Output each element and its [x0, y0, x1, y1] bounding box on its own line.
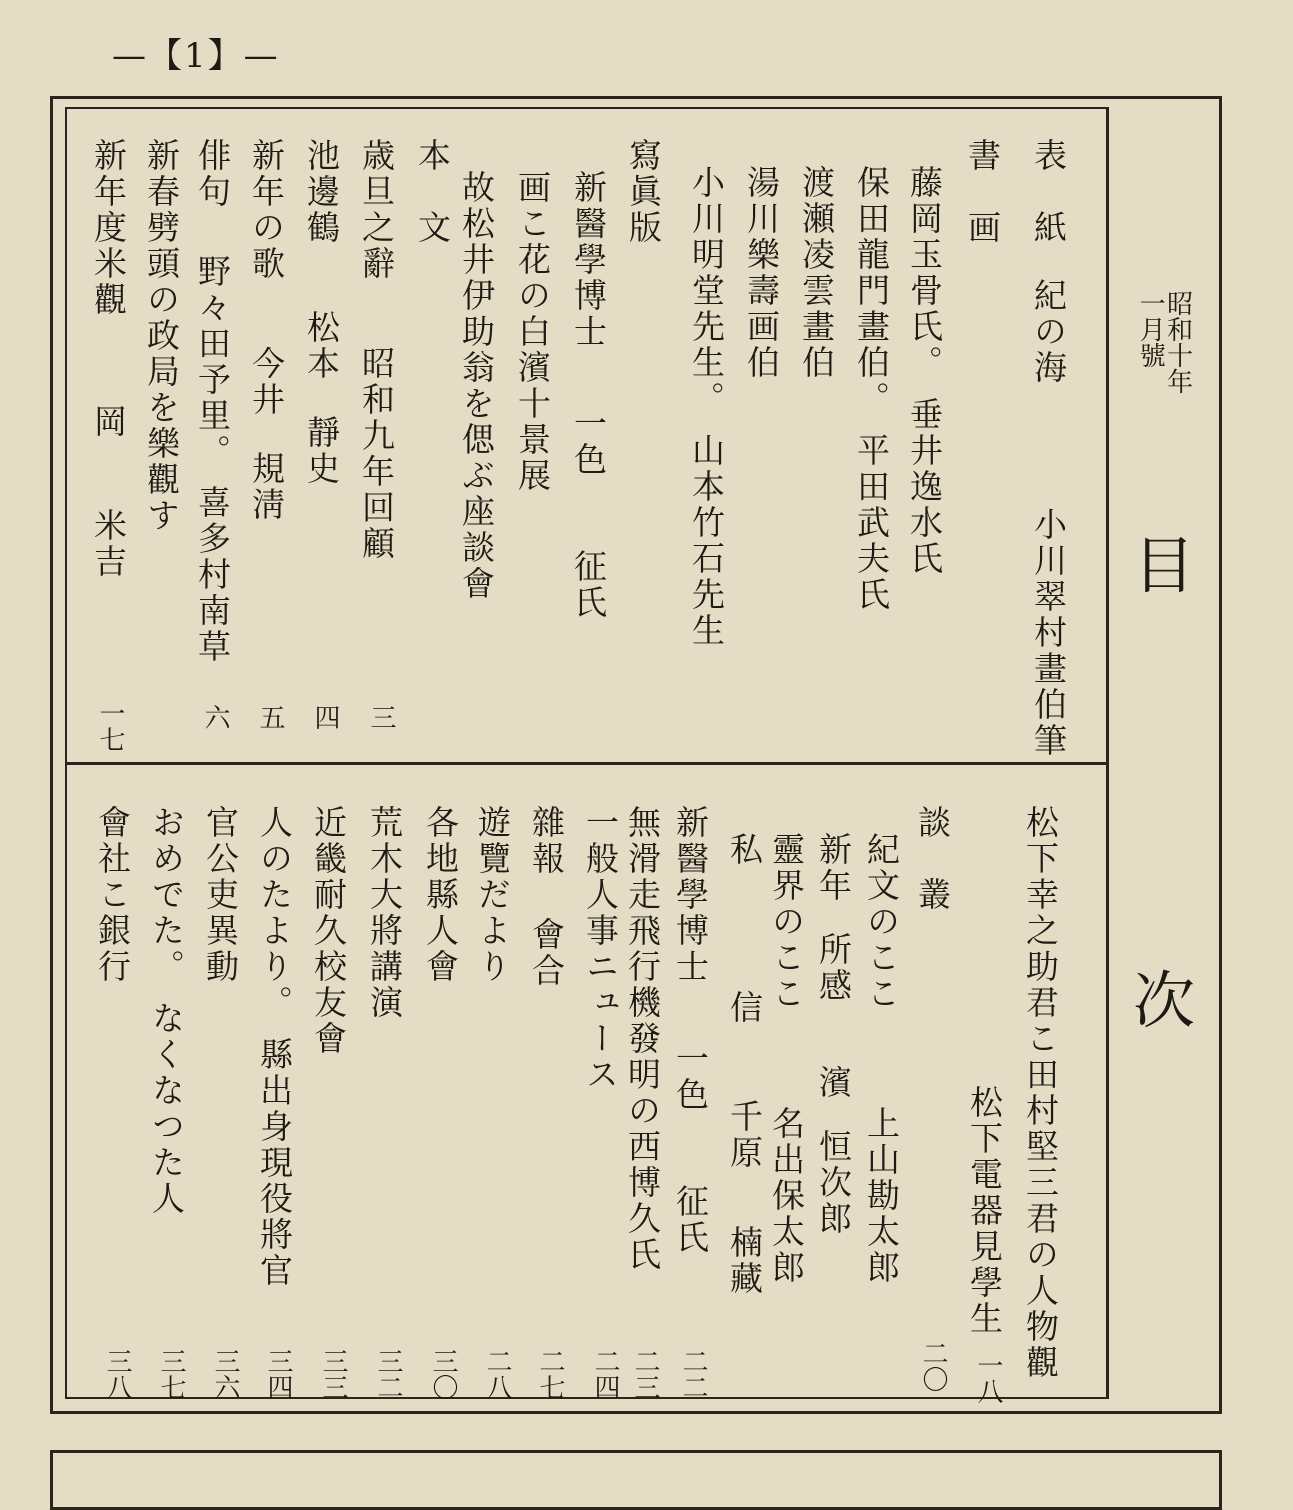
entry-title: 私	[725, 832, 764, 868]
entry-title-2: 平田武夫氏	[852, 432, 891, 613]
entry-title: 小川明堂先生。	[687, 165, 726, 417]
entry-title: 人のたより。	[255, 805, 294, 1021]
page-ref: 一八	[973, 1352, 1003, 1404]
heading-label: 本	[413, 138, 452, 174]
heading-label: 書 画	[963, 138, 1002, 246]
page-ref: 六	[200, 704, 230, 730]
entry-title: 藤岡玉骨氏。	[905, 165, 944, 381]
entry-title: 無滑走飛行機發明の西博久氏	[623, 805, 662, 1273]
page-ref: 三六	[210, 1348, 240, 1400]
entry-title: 画こ花の白濱十景展	[513, 170, 552, 494]
entry-author: 千原	[725, 1099, 764, 1171]
section-divider	[65, 762, 1109, 765]
entry-title: 渡瀬凌雲畫伯	[797, 165, 836, 381]
entry-author: 一色	[671, 1040, 710, 1113]
toc-entry[interactable]	[687, 165, 726, 649]
toc-entry[interactable]	[1029, 138, 1068, 759]
page-ref: 三二	[373, 1348, 403, 1400]
entry-title: 保田龍門畫伯。	[852, 165, 891, 417]
page-ref: 二八	[482, 1348, 512, 1400]
page-ref: 二〇	[918, 1340, 948, 1392]
toc-entry[interactable]	[725, 832, 764, 1297]
entry-title-2: 垂井逸水氏	[905, 396, 944, 577]
toc-entry[interactable]	[965, 1085, 1004, 1337]
toc-entry[interactable]	[357, 138, 396, 562]
entry-author: 上山勘太郎	[862, 1105, 901, 1286]
entry-title: 會社こ銀行	[93, 805, 132, 985]
entry-title-2: 所感	[814, 931, 853, 1004]
entry-author-2: 靜史	[302, 415, 341, 487]
toc-entry[interactable]	[365, 805, 404, 1021]
entry-title: 各地縣人會	[421, 805, 460, 985]
toc-entry[interactable]	[671, 805, 710, 1256]
page-ref: 三三	[318, 1348, 348, 1400]
entry-title: 湯川樂壽画伯	[742, 165, 781, 381]
toc-entry[interactable]	[581, 805, 620, 1093]
page-ref: 三	[366, 704, 396, 730]
page-ref: 三四	[263, 1348, 293, 1400]
contents-title-1: 目	[1133, 529, 1196, 602]
toc-entry[interactable]	[513, 170, 552, 494]
entry-title: 松下電器見學生	[965, 1085, 1004, 1337]
issue-date	[1136, 290, 1191, 394]
entry-author-2: 恒次郎	[814, 1128, 853, 1237]
toc-entry[interactable]	[147, 805, 186, 1217]
entry-title-2: 會合	[527, 916, 566, 989]
entry-title: 遊覽だより	[473, 805, 512, 985]
entry-title: 新年	[814, 832, 853, 904]
entry-title: 近畿耐久校友會	[309, 805, 348, 1057]
entry-author: 一色	[569, 405, 608, 478]
entry-author: 濱	[814, 1065, 853, 1101]
entry-label: 表 紙	[1029, 138, 1068, 246]
entry-title: 新春劈頭の政局を樂觀す	[142, 138, 181, 534]
page-ref: 三〇	[428, 1348, 458, 1400]
entry-author-2: 規淸	[247, 451, 286, 523]
entry-title: 紀文のここ	[862, 832, 901, 1012]
toc-entry[interactable]	[862, 832, 901, 1286]
toc-entry[interactable]	[421, 805, 460, 985]
toc-entry[interactable]	[1021, 805, 1060, 1381]
entry-title-2: 山本竹石先生	[687, 432, 726, 649]
heading-label-2: 文	[413, 209, 452, 246]
page-ref: 二七	[535, 1348, 565, 1400]
entry-title: おめでた。	[147, 805, 186, 985]
toc-heading	[624, 138, 663, 246]
entry-title: 靈界のここ	[767, 832, 806, 1012]
page-ref: 二三	[630, 1348, 660, 1400]
lower-box	[50, 1450, 1222, 1510]
page-ref: 四	[310, 704, 340, 730]
entry-title: 故松井伊助翁を偲ぶ座談會	[457, 170, 496, 602]
entry-author-2: 米吉	[89, 508, 128, 580]
toc-entry[interactable]	[852, 165, 891, 613]
toc-entry[interactable]	[193, 138, 232, 665]
entry-title: 紀の海	[1029, 277, 1068, 386]
page-ref: 三七	[156, 1348, 186, 1400]
page-ref: 二二	[678, 1348, 708, 1400]
entry-author: 小川翠村畫伯筆	[1029, 507, 1068, 759]
toc-entry[interactable]	[93, 805, 132, 985]
entry-author-2: 征氏	[569, 549, 608, 621]
toc-entry[interactable]	[89, 138, 128, 580]
entry-title: 官公吏異動	[201, 805, 240, 985]
toc-entry[interactable]	[797, 165, 836, 381]
entry-title: 一般人事ニュース	[581, 805, 620, 1093]
toc-entry[interactable]	[767, 832, 806, 1286]
issue-month: 一月號	[1135, 290, 1166, 368]
entry-title-2: 信	[725, 989, 764, 1026]
toc-entry[interactable]	[247, 138, 286, 523]
page-ref: 五	[255, 704, 285, 730]
entry-title: 松下幸之助君こ田村堅三君の人物觀	[1021, 805, 1060, 1381]
page-ref: 二四	[590, 1348, 620, 1400]
entry-author-2: 征氏	[671, 1184, 710, 1256]
entry-author: 岡	[89, 403, 128, 440]
toc-entry[interactable]	[255, 805, 294, 1289]
toc-entry[interactable]	[905, 165, 944, 577]
toc-entry[interactable]	[457, 170, 496, 602]
entry-title: 新醫學博士	[569, 170, 608, 350]
toc-entry[interactable]	[201, 805, 240, 985]
page-ref: 三八	[102, 1348, 132, 1400]
heading-label: 談 叢	[913, 805, 952, 913]
entry-title: 歳旦之辭	[357, 138, 396, 282]
entry-author-2: 喜多村南草	[193, 485, 232, 665]
entry-author: 名出保太郎	[767, 1105, 806, 1286]
toc-entry[interactable]	[302, 138, 341, 487]
entry-author: 今井	[247, 345, 286, 418]
contents-title-2: 次	[1133, 964, 1196, 1037]
entry-title-2: 縣出身現役將官	[255, 1036, 294, 1289]
toc-entry[interactable]	[569, 170, 608, 621]
toc-entry[interactable]	[473, 805, 512, 985]
toc-entry[interactable]	[814, 832, 853, 1237]
toc-heading[interactable]	[913, 805, 952, 913]
toc-entry[interactable]	[623, 805, 662, 1273]
entry-title: 新年の歌	[247, 138, 286, 282]
toc-entry[interactable]	[309, 805, 348, 1057]
toc-entry[interactable]	[742, 165, 781, 381]
heading-label: 寫眞版	[624, 138, 663, 246]
entry-title: 新醫學博士	[671, 805, 710, 985]
entry-title: 池邊鶴	[302, 138, 341, 246]
entry-title-2: なくなつた人	[147, 1000, 186, 1217]
toc-heading	[413, 138, 452, 246]
issue-year: 昭和十年	[1162, 290, 1193, 394]
entry-author-2: 楠藏	[725, 1224, 764, 1297]
toc-entry[interactable]	[142, 138, 181, 534]
entry-title-2: 昭和九年回顧	[357, 345, 396, 562]
entry-title: 荒木大將講演	[365, 805, 404, 1021]
page-number: —【1】—	[112, 36, 280, 76]
entry-title: 雜報	[527, 805, 566, 877]
page-ref: 一七	[95, 700, 125, 752]
toc-heading	[963, 138, 1002, 246]
entry-title: 新年度米觀	[89, 138, 128, 318]
entry-author: 野々田予里。	[193, 253, 232, 470]
entry-title: 俳句	[193, 138, 232, 210]
toc-entry[interactable]	[527, 805, 566, 989]
entry-author: 松本	[302, 309, 341, 382]
